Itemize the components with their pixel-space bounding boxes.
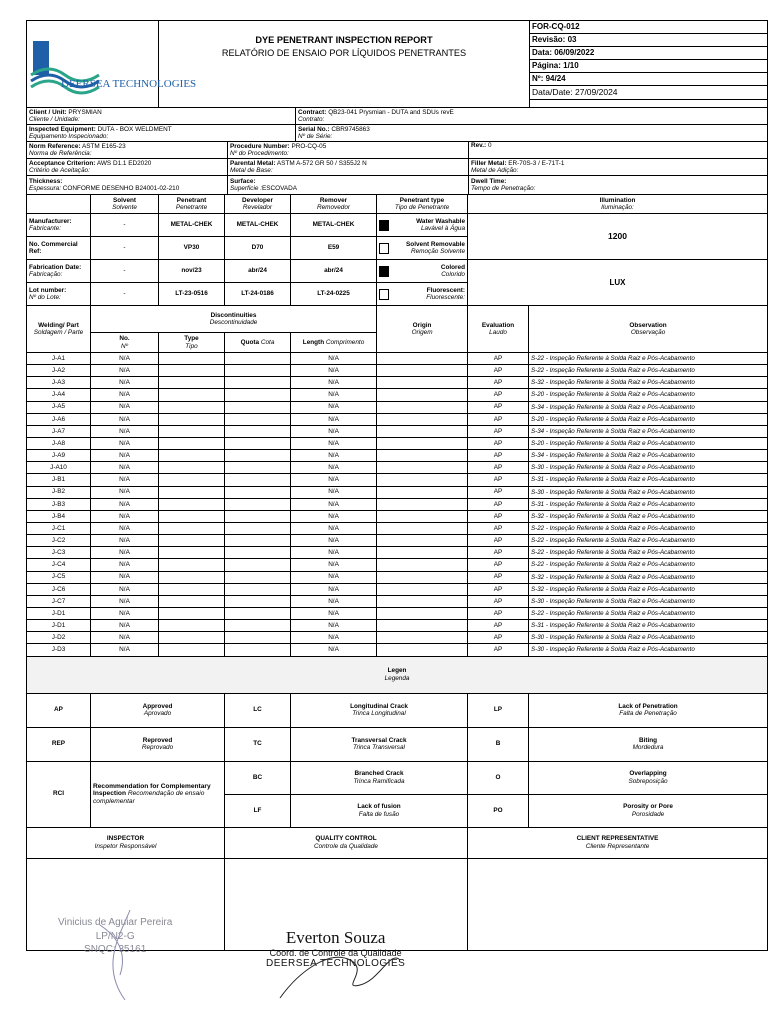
table-row	[27, 450, 768, 462]
table-row	[27, 632, 768, 644]
cell-length: N/A	[291, 620, 377, 632]
cell-no: N/A	[91, 377, 159, 389]
cell-part: J-A1	[27, 353, 91, 365]
thickness-cell: Thickness: Espessura: CONFORME DESENHO B24001-02-210	[27, 176, 228, 195]
cell-type	[159, 365, 225, 377]
cell-eval: AP	[468, 365, 529, 377]
cell-type	[159, 498, 225, 510]
cell-part: J-D1	[27, 607, 91, 619]
cell-origin	[377, 389, 468, 401]
page-number: Página: 1/10	[530, 60, 768, 73]
cell-obs: S-20 - Inspeção Referente à Solda Raiz e Pós-Acabamento	[529, 413, 768, 425]
cell-quota	[225, 450, 291, 462]
cell-length: N/A	[291, 510, 377, 522]
cell-quota	[225, 607, 291, 619]
cell-type	[159, 462, 225, 474]
cell-origin	[377, 595, 468, 607]
cell-obs: S-20 - Inspeção Referente à Solda Raiz e Pós-Acabamento	[529, 389, 768, 401]
cell-quota	[225, 620, 291, 632]
checkbox-colored	[379, 266, 389, 277]
norm-table	[26, 141, 768, 195]
illumination-value: 1200	[468, 214, 768, 260]
report-date: Data/Date: 27/09/2024	[530, 86, 768, 100]
logo-cell	[27, 21, 197, 108]
cell-part: J-A4	[27, 389, 91, 401]
cell-obs: S-22 - Inspeção Referente à Solda Raiz e Pós-Acabamento	[529, 353, 768, 365]
cell-quota	[225, 510, 291, 522]
cell-quota	[225, 474, 291, 486]
legend-table: Legen Legenda AP Approved Aprovado LC Longitudinal Crack Trinca Longitudinal LP Lack of Penetration Falta de Penetração REP Reproved Reprovado TC Transversal Crack Trinca Transversal B Biting Mordedura RCI Recommendation for Complementary Inspection Recomendação de ensaio complementar BC Branched Crack Trinca Ramificada O Overlapping Sobreposição LF Lack of fusion Falta de fusão PO Porosity or Pore Porosidade	[26, 656, 768, 828]
cell-part: J-A8	[27, 437, 91, 449]
parent-metal-cell: Parental Metal: ASTM A-572 GR 50 / S355J2 N Metal de Base:	[228, 159, 469, 176]
cell-no: N/A	[91, 437, 159, 449]
cell-part: J-C1	[27, 522, 91, 534]
info-table	[26, 107, 768, 142]
logo-text: DEERSEA TECHNOLOGIES	[61, 77, 197, 90]
cell-part: J-D1	[27, 620, 91, 632]
cell-no: N/A	[91, 462, 159, 474]
cell-length: N/A	[291, 450, 377, 462]
cell-eval: AP	[468, 437, 529, 449]
report-sheet	[26, 20, 767, 984]
cell-eval: AP	[468, 571, 529, 583]
cell-quota	[225, 365, 291, 377]
cell-quota	[225, 498, 291, 510]
cell-obs: S-22 - Inspeção Referente à Solda Raiz e Pós-Acabamento	[529, 559, 768, 571]
equipment-cell: Inspected Equipment: DUTA - BOX WELDMENT Equipamento Inspecionado:	[27, 125, 296, 142]
qc-stamp: Everton Souza Coord. de Controle da Qualidade DEERSEA TECHNOLOGIES	[266, 928, 406, 969]
cell-quota	[225, 437, 291, 449]
cell-type	[159, 522, 225, 534]
cell-length: N/A	[291, 389, 377, 401]
cell-eval: AP	[468, 450, 529, 462]
cell-length: N/A	[291, 522, 377, 534]
cell-quota	[225, 486, 291, 498]
procedure-cell: Procedure Number: PRO-CQ-05 Nº do Procedimento:	[228, 142, 469, 159]
cell-part: J-D2	[27, 632, 91, 644]
cell-quota	[225, 389, 291, 401]
inspector-stamp: Vinicius de Aguiar Pereira LP/N2-G SNQC: 35161	[58, 917, 173, 955]
revision: Revisão: 03	[530, 34, 768, 47]
cell-origin	[377, 462, 468, 474]
contract-cell: Contract: QB23-041 Prysmian - DUTA and SDUs revE Contrato:	[296, 108, 768, 125]
cell-no: N/A	[91, 401, 159, 413]
cell-eval: AP	[468, 547, 529, 559]
filler-metal-cell: Filler Metal: ER-70S-3 / E-71T-1 Metal de Adição:	[469, 159, 768, 176]
cell-eval: AP	[468, 498, 529, 510]
cell-type	[159, 559, 225, 571]
table-row	[27, 583, 768, 595]
cell-origin	[377, 535, 468, 547]
cell-quota	[225, 522, 291, 534]
client-cell: Client / Unit: PRYSMIAN Cliente / Unidade:	[27, 108, 296, 125]
cell-type	[159, 437, 225, 449]
cell-part: J-C5	[27, 571, 91, 583]
cell-no: N/A	[91, 498, 159, 510]
table-row	[27, 389, 768, 401]
cell-length: N/A	[291, 583, 377, 595]
cell-part: J-A10	[27, 462, 91, 474]
cell-origin	[377, 365, 468, 377]
table-row	[27, 353, 768, 365]
cell-length: N/A	[291, 498, 377, 510]
cell-length: N/A	[291, 559, 377, 571]
cell-eval: AP	[468, 486, 529, 498]
cell-eval: AP	[468, 510, 529, 522]
cell-length: N/A	[291, 632, 377, 644]
cell-quota	[225, 583, 291, 595]
materials-row: Lot number: Nº do Lote: - LT-23-0516 LT-24-0186 LT-24-0225 Fluorescent: Fluorescente:	[27, 283, 768, 306]
cell-origin	[377, 401, 468, 413]
cell-eval: AP	[468, 620, 529, 632]
table-row	[27, 571, 768, 583]
cell-quota	[225, 644, 291, 656]
cell-part: J-C7	[27, 595, 91, 607]
cell-no: N/A	[91, 522, 159, 534]
cell-length: N/A	[291, 437, 377, 449]
client-signature-cell	[468, 858, 768, 950]
cell-part: J-A7	[27, 425, 91, 437]
cell-length: N/A	[291, 571, 377, 583]
cell-eval: AP	[468, 607, 529, 619]
cell-obs: S-22 - Inspeção Referente à Solda Raiz e Pós-Acabamento	[529, 522, 768, 534]
cell-type	[159, 620, 225, 632]
cell-origin	[377, 486, 468, 498]
cell-part: J-A3	[27, 377, 91, 389]
cell-length: N/A	[291, 413, 377, 425]
cell-origin	[377, 498, 468, 510]
cell-eval: AP	[468, 522, 529, 534]
cell-eval: AP	[468, 559, 529, 571]
cell-origin	[377, 377, 468, 389]
table-row	[27, 462, 768, 474]
cell-obs: S-32 - Inspeção Referente à Solda Raiz e Pós-Acabamento	[529, 377, 768, 389]
title-cell	[159, 21, 530, 108]
cell-type	[159, 401, 225, 413]
cell-type	[159, 547, 225, 559]
inspection-table: Welding/ Part Soldagem / Parte Discontinuities Descontinuidade Origin Origem Evaluation Laudo Observation Observação No. Nº Type Tipo Quota Cota Length Comprimento J-A1 N/A N/A AP S-22 - Inspeção Referente à Solda Raiz e Pós-Acabamento J-A2 N/A N/A AP S-22 - Inspeção Referente à Solda Raiz e Pós-Acabamento J-A3 N/A N/A AP S-32 - Inspeção Referente à Solda Raiz e Pós-Acabamento J-A4 N/A N/A AP S-20 - Inspeção Referente à Solda Raiz e Pós-Acabamento J-A5 N/A N/A AP S-34 - Inspeção Referente à Solda Raiz e Pós-Acabamento J-A6 N/A N/A AP S-20 - Inspeção Referente à Solda Raiz e Pós-Acabamento J-A7 N/A N/A AP S-34 - Inspeção Referente à Solda Raiz e Pós-Acabamento J-A8 N/A N/A AP S-20 - Inspeção Referente à Solda Raiz e Pós-Acabamento J-A9 N/A N/A AP S-34 - Inspeção Referente à Solda Raiz e Pós-Acabamento J-A10 N/A N/A AP S-30 - Inspeção Referente à Solda Raiz e Pós-Acabamento J-B1 N/A N/A AP S-31 - Inspeção Referente à Solda Raiz e Pós-Acabamento J-B2 N/A N/A AP S-30 - Inspeção Referente à Solda Raiz e Pós-Acabamento J-B3 N/A N/A AP S-31 - Inspeção Referente à Solda Raiz e Pós-Acabamento J-B4 N/A N/A AP S-32 - Inspeção Referente à Solda Raiz e Pós-Acabamento J-C1 N/A N/A AP S-22 - Inspeção Referente à Solda Raiz e Pós-Acabamento J-C2 N/A N/A AP S-22 - Inspeção Referente à Solda Raiz e Pós-Acabamento J-C3 N/A N/A AP S-22 - Inspeção Referente à Solda Raiz e Pós-Acabamento J-C4 N/A N/A AP S-22 - Inspeção Referente à Solda Raiz e Pós-Acabamento J-C5 N/A N/A AP S-32 - Inspeção Referente à Solda Raiz e Pós-Acabamento J-C6 N/A N/A AP S-32 - Inspeção Referente à Solda Raiz e Pós-Acabamento J-C7 N/A N/A AP S-30 - Inspeção Referente à Solda Raiz e Pós-Acabamento J-D1 N/A N/A AP S-22 - Inspeção Referente à Solda Raiz e Pós-Acabamento J-D1 N/A N/A AP S-31 - Inspeção Referente à Solda Raiz e Pós-Acabamento J-D2 N/A N/A AP S-30 - Inspeção Referente à Solda Raiz e Pós-Acabamento J-D3 N/A N/A AP S-30 - Inspeção Referente à Solda Raiz e Pós-Acabamento	[26, 305, 768, 657]
cell-eval: AP	[468, 632, 529, 644]
cell-no: N/A	[91, 547, 159, 559]
table-row	[27, 535, 768, 547]
norm-cell: Norm Reference: ASTM E165-23 Norma de Referência:	[27, 142, 228, 159]
cell-eval: AP	[468, 377, 529, 389]
cell-no: N/A	[91, 559, 159, 571]
materials-table: Solvent Solvente Penetrant Penetrante Developer Revelador Remover Removedor Penetrant type Tipo de Penetrante Illumination Iluminação: Manufacturer: Fabricante: - METAL-CHEK METAL-CHEK METAL-CHEK Water Washable Lavável à Água 1200 No. Commercial Ref: - VP30 D70 E59 Solvent Removable Remoção Solvente Fabrication Date: Fabricação: - nov/23 abr/24 abr/24 Colored Colorido LUX Lot number: Nº do Lote: - LT-23-0516 LT-24-0186 LT-24-0225 Fluorescent: Fluorescente:	[26, 194, 768, 306]
cell-no: N/A	[91, 510, 159, 522]
cell-eval: AP	[468, 474, 529, 486]
cell-obs: S-34 - Inspeção Referente à Solda Raiz e Pós-Acabamento	[529, 425, 768, 437]
cell-type	[159, 389, 225, 401]
cell-obs: S-31 - Inspeção Referente à Solda Raiz e Pós-Acabamento	[529, 474, 768, 486]
cell-origin	[377, 607, 468, 619]
cell-obs: S-32 - Inspeção Referente à Solda Raiz e Pós-Acabamento	[529, 583, 768, 595]
cell-origin	[377, 644, 468, 656]
signature-table: INSPECTOR Inspetor Responsável QUALITY CONTROL Controle da Qualidade CLIENT REPRESENTATIVE Cliente Representante	[26, 827, 768, 951]
cell-quota	[225, 377, 291, 389]
table-row	[27, 607, 768, 619]
cell-type	[159, 535, 225, 547]
table-row	[27, 474, 768, 486]
cell-obs: S-34 - Inspeção Referente à Solda Raiz e Pós-Acabamento	[529, 401, 768, 413]
header-table	[26, 20, 768, 108]
cell-no: N/A	[91, 571, 159, 583]
inspector-signature-icon	[58, 905, 173, 1005]
cell-obs: S-30 - Inspeção Referente à Solda Raiz e Pós-Acabamento	[529, 486, 768, 498]
cell-obs: S-30 - Inspeção Referente à Solda Raiz e Pós-Acabamento	[529, 644, 768, 656]
cell-part: J-B3	[27, 498, 91, 510]
cell-origin	[377, 559, 468, 571]
cell-quota	[225, 571, 291, 583]
cell-origin	[377, 620, 468, 632]
cell-quota	[225, 462, 291, 474]
table-row	[27, 401, 768, 413]
cell-type	[159, 377, 225, 389]
inspector-label: INSPECTOR	[106, 835, 145, 843]
cell-quota	[225, 401, 291, 413]
report-subtitle: RELATÓRIO DE ENSAIO POR LÍQUIDOS PENETRANTES	[221, 47, 467, 58]
cell-obs: S-22 - Inspeção Referente à Solda Raiz e Pós-Acabamento	[529, 607, 768, 619]
cell-part: J-D3	[27, 644, 91, 656]
cell-no: N/A	[91, 486, 159, 498]
materials-row: Fabrication Date: Fabricação: - nov/23 abr/24 abr/24 Colored Colorido LUX	[27, 260, 768, 283]
cell-eval: AP	[468, 425, 529, 437]
table-row	[27, 595, 768, 607]
cell-quota	[225, 547, 291, 559]
checkbox-fluorescent	[379, 289, 389, 300]
cell-origin	[377, 547, 468, 559]
cell-eval: AP	[468, 595, 529, 607]
cell-no: N/A	[91, 620, 159, 632]
cell-origin	[377, 437, 468, 449]
report-number: Nº: 94/24	[530, 73, 768, 86]
cell-part: J-A5	[27, 401, 91, 413]
cell-eval: AP	[468, 644, 529, 656]
cell-obs: S-30 - Inspeção Referente à Solda Raiz e Pós-Acabamento	[529, 462, 768, 474]
cell-type	[159, 353, 225, 365]
cell-no: N/A	[91, 353, 159, 365]
cell-part: J-C2	[27, 535, 91, 547]
qc-signature-icon	[270, 930, 410, 1005]
cell-length: N/A	[291, 486, 377, 498]
cell-quota	[225, 425, 291, 437]
cell-type	[159, 644, 225, 656]
cell-eval: AP	[468, 583, 529, 595]
cell-part: J-B1	[27, 474, 91, 486]
cell-obs: S-20 - Inspeção Referente à Solda Raiz e Pós-Acabamento	[529, 437, 768, 449]
cell-part: J-A2	[27, 365, 91, 377]
dwell-cell: Dwell Time: Tempo de Penetração:	[469, 176, 768, 195]
cell-length: N/A	[291, 607, 377, 619]
cell-type	[159, 486, 225, 498]
cell-obs: S-30 - Inspeção Referente à Solda Raiz e Pós-Acabamento	[529, 632, 768, 644]
table-row	[27, 486, 768, 498]
cell-origin	[377, 583, 468, 595]
cell-no: N/A	[91, 583, 159, 595]
cell-length: N/A	[291, 401, 377, 413]
cell-quota	[225, 595, 291, 607]
cell-obs: S-22 - Inspeção Referente à Solda Raiz e Pós-Acabamento	[529, 535, 768, 547]
cell-origin	[377, 632, 468, 644]
cell-length: N/A	[291, 353, 377, 365]
cell-origin	[377, 353, 468, 365]
cell-obs: S-32 - Inspeção Referente à Solda Raiz e Pós-Acabamento	[529, 510, 768, 522]
cell-eval: AP	[468, 462, 529, 474]
cell-no: N/A	[91, 644, 159, 656]
cell-obs: S-30 - Inspeção Referente à Solda Raiz e Pós-Acabamento	[529, 595, 768, 607]
table-row	[27, 522, 768, 534]
table-row	[27, 559, 768, 571]
cell-origin	[377, 522, 468, 534]
materials-row: Manufacturer: Fabricante: - METAL-CHEK METAL-CHEK METAL-CHEK Water Washable Lavável à Água 1200	[27, 214, 768, 237]
cell-part: J-C3	[27, 547, 91, 559]
cell-no: N/A	[91, 632, 159, 644]
cell-origin	[377, 571, 468, 583]
cell-origin	[377, 474, 468, 486]
cell-length: N/A	[291, 547, 377, 559]
acceptance-cell: Acceptance Criterion: AWS D1.1 ED2020 Critério de Aceitação:	[27, 159, 228, 176]
cell-quota	[225, 353, 291, 365]
cell-part: J-B4	[27, 510, 91, 522]
cell-length: N/A	[291, 595, 377, 607]
cell-obs: S-32 - Inspeção Referente à Solda Raiz e Pós-Acabamento	[529, 571, 768, 583]
cell-no: N/A	[91, 474, 159, 486]
cell-length: N/A	[291, 535, 377, 547]
table-row	[27, 365, 768, 377]
cell-eval: AP	[468, 535, 529, 547]
illumination-unit: LUX	[468, 260, 768, 306]
cell-no: N/A	[91, 389, 159, 401]
cell-obs: S-22 - Inspeção Referente à Solda Raiz e Pós-Acabamento	[529, 365, 768, 377]
cell-obs: S-34 - Inspeção Referente à Solda Raiz e Pós-Acabamento	[529, 450, 768, 462]
cell-obs: S-22 - Inspeção Referente à Solda Raiz e Pós-Acabamento	[529, 547, 768, 559]
cell-origin	[377, 425, 468, 437]
cell-length: N/A	[291, 644, 377, 656]
table-row	[27, 510, 768, 522]
cell-obs: S-31 - Inspeção Referente à Solda Raiz e Pós-Acabamento	[529, 498, 768, 510]
cell-no: N/A	[91, 535, 159, 547]
client-rep-label: CLIENT REPRESENTATIVE	[576, 835, 659, 843]
legend-title: Legen	[387, 667, 407, 675]
qc-label: QUALITY CONTROL	[315, 835, 377, 843]
cell-length: N/A	[291, 377, 377, 389]
cell-type	[159, 413, 225, 425]
cell-part: J-B2	[27, 486, 91, 498]
cell-no: N/A	[91, 425, 159, 437]
table-row	[27, 377, 768, 389]
serial-cell: Serial No.: CBR9745863 Nº de Série:	[296, 125, 768, 142]
cell-no: N/A	[91, 607, 159, 619]
form-date: Data: 06/09/2022	[530, 47, 768, 60]
cell-no: N/A	[91, 595, 159, 607]
cell-eval: AP	[468, 413, 529, 425]
table-row	[27, 437, 768, 449]
cell-origin	[377, 510, 468, 522]
cell-type	[159, 571, 225, 583]
cell-part: J-A9	[27, 450, 91, 462]
cell-eval: AP	[468, 401, 529, 413]
cell-part: J-A6	[27, 413, 91, 425]
cell-part: J-C6	[27, 583, 91, 595]
table-row	[27, 413, 768, 425]
cell-length: N/A	[291, 425, 377, 437]
cell-type	[159, 510, 225, 522]
cell-type	[159, 450, 225, 462]
form-code: FOR-CQ-012	[530, 21, 768, 34]
table-row	[27, 644, 768, 656]
cell-origin	[377, 413, 468, 425]
cell-eval: AP	[468, 353, 529, 365]
cell-length: N/A	[291, 474, 377, 486]
materials-row: No. Commercial Ref: - VP30 D70 E59 Solvent Removable Remoção Solvente	[27, 237, 768, 260]
report-title: DYE PENETRANT INSPECTION REPORT	[255, 35, 433, 45]
rev-cell: Rev.: 0	[469, 142, 768, 159]
cell-type	[159, 474, 225, 486]
company-logo-icon	[29, 23, 197, 103]
surface-cell: Surface: Superficie :ESCOVADA	[228, 176, 469, 195]
cell-type	[159, 425, 225, 437]
cell-quota	[225, 413, 291, 425]
cell-quota	[225, 535, 291, 547]
cell-type	[159, 595, 225, 607]
cell-type	[159, 632, 225, 644]
table-row	[27, 620, 768, 632]
cell-eval: AP	[468, 389, 529, 401]
cell-type	[159, 583, 225, 595]
cell-quota	[225, 632, 291, 644]
cell-no: N/A	[91, 450, 159, 462]
table-row	[27, 498, 768, 510]
cell-no: N/A	[91, 365, 159, 377]
cell-origin	[377, 450, 468, 462]
cell-quota	[225, 559, 291, 571]
cell-part: J-C4	[27, 559, 91, 571]
cell-no: N/A	[91, 413, 159, 425]
cell-length: N/A	[291, 365, 377, 377]
table-row	[27, 547, 768, 559]
checkbox-solvent-removable	[379, 243, 389, 254]
table-row	[27, 425, 768, 437]
cell-length: N/A	[291, 462, 377, 474]
cell-obs: S-31 - Inspeção Referente à Solda Raiz e Pós-Acabamento	[529, 620, 768, 632]
cell-type	[159, 607, 225, 619]
checkbox-water-washable	[379, 220, 389, 231]
